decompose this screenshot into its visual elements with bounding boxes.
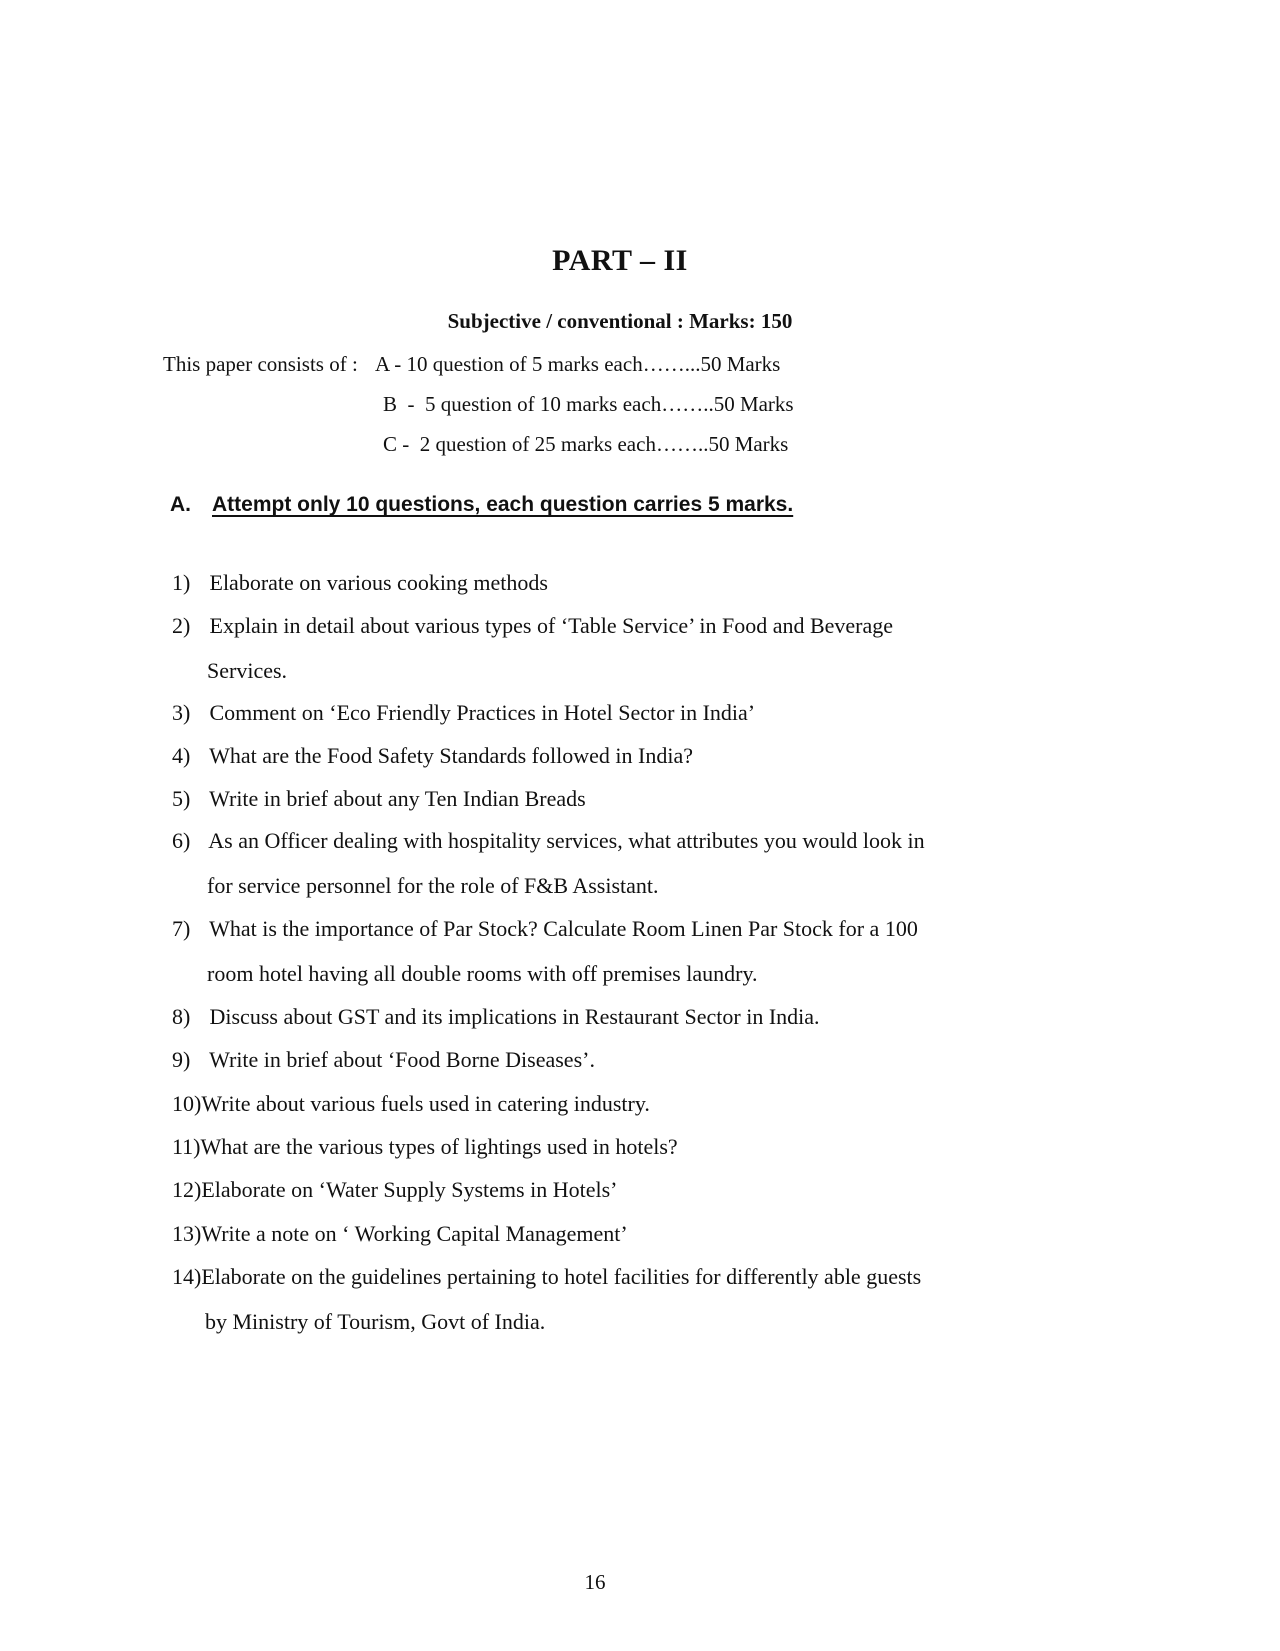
question-2: 2) Explain in detail about various types of ‘Table Service’ in Food and Beverage Services. xyxy=(172,613,894,683)
question-3: 3) Comment on ‘Eco Friendly Practices in Hotel Sector in India’ xyxy=(172,700,756,725)
question-13: 13)Write a note on ‘ Working Capital Management’ xyxy=(172,1221,628,1246)
question-11: 11)What are the various types of lightings used in hotels? xyxy=(172,1134,678,1159)
consists-row-a: A - 10 question of 5 marks each……...50 Marks xyxy=(375,352,781,376)
question-1: 1) Elaborate on various cooking methods xyxy=(172,570,548,595)
question-7: 7) What is the importance of Par Stock? Calculate Room Linen Par Stock for a 100 room hotel having all double rooms with off premises laundry. xyxy=(172,916,918,986)
question-9: 9) Write in brief about ‘Food Borne Diseases’. xyxy=(172,1047,595,1072)
section-letter: A. xyxy=(170,493,191,516)
section-instruction: Attempt only 10 questions, each question carries 5 marks. xyxy=(212,493,794,516)
page-subtitle: Subjective / conventional : Marks: 150 xyxy=(447,309,793,333)
question-14: 14)Elaborate on the guidelines pertaining to hotel facilities for differently able guests by Ministry of Tourism, Govt of India. xyxy=(172,1264,922,1334)
consists-lead: This paper consists of : xyxy=(163,352,364,376)
question-12: 12)Elaborate on ‘Water Supply Systems in Hotels’ xyxy=(172,1177,618,1202)
consists-row-c: C - 2 question of 25 marks each……..50 Marks xyxy=(383,432,789,456)
consists-row-b: B - 5 question of 10 marks each……..50 Marks xyxy=(383,392,794,416)
question-5: 5) Write in brief about any Ten Indian Breads xyxy=(172,786,586,811)
question-8: 8) Discuss about GST and its implications in Restaurant Sector in India. xyxy=(172,1004,820,1029)
section-a-heading xyxy=(170,493,793,517)
question-10: 10)Write about various fuels used in catering industry. xyxy=(172,1091,650,1116)
question-4: 4) What are the Food Safety Standards followed in India? xyxy=(172,743,693,768)
page-number: 16 xyxy=(584,1570,606,1594)
question-6: 6) As an Officer dealing with hospitality services, what attributes you would look in for service personnel for the role of F&B Assistant. xyxy=(172,828,925,898)
page-title: PART – II xyxy=(552,244,688,277)
